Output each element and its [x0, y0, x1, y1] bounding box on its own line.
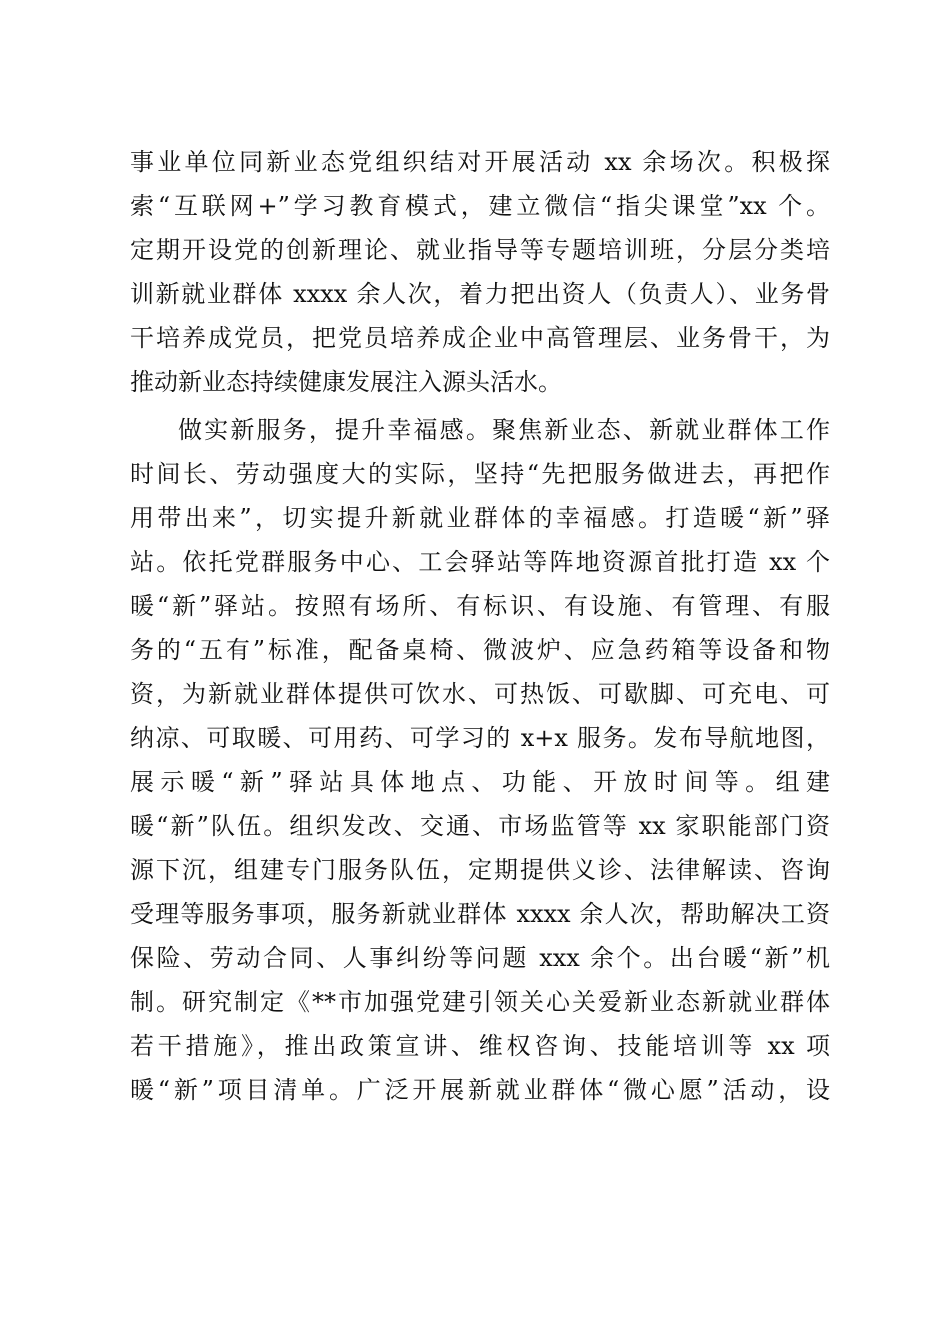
paragraph-line: 做实新服务，提升幸福感。聚焦新业态、新就业群体工作	[178, 416, 830, 444]
paragraph-line: 资，为新就业群体提供可饮水、可热饭、可歇脚、可充电、可	[130, 680, 830, 708]
paragraph-line: 制。研究制定《**市加强党建引领关心关爱新业态新就业群体	[130, 988, 830, 1016]
paragraph-line: 训新就业群体 xxxx 余人次，着力把出资人（负责人）、业务骨	[130, 280, 830, 308]
paragraph-line: 用带出来”，切实提升新就业群体的幸福感。打造暖“新”驿	[130, 504, 830, 532]
paragraph-line: 暖“新”驿站。按照有场所、有标识、有设施、有管理、有服	[130, 592, 830, 620]
paragraph-line: 推动新业态持续健康发展注入源头活水。	[130, 368, 562, 396]
paragraph-line: 时间长、劳动强度大的实际，坚持“先把服务做进去，再把作	[130, 460, 830, 488]
paragraph-line: 纳凉、可取暖、可用药、可学习的 x+x 服务。发布导航地图，	[130, 724, 830, 752]
document-body	[130, 140, 830, 1112]
paragraph-line: 索“互联网+”学习教育模式，建立微信“指尖课堂”xx 个。	[130, 192, 830, 220]
paragraph-line: 源下沉，组建专门服务队伍，定期提供义诊、法律解读、咨询	[130, 856, 830, 884]
paragraph-line: 暖“新”项目清单。广泛开展新就业群体“微心愿”活动，设	[130, 1076, 830, 1104]
paragraph-1	[130, 140, 830, 404]
paragraph-line: 务的“五有”标准，配备桌椅、微波炉、应急药箱等设备和物	[130, 636, 830, 664]
paragraph-2	[130, 408, 830, 1112]
paragraph-line: 干培养成党员，把党员培养成企业中高管理层、业务骨干，为	[130, 324, 830, 352]
paragraph-line: 保险、劳动合同、人事纠纷等问题 xxx 余个。出台暖“新”机	[130, 944, 830, 972]
paragraph-line: 站。依托党群服务中心、工会驿站等阵地资源首批打造 xx 个	[130, 548, 830, 576]
paragraph-line: 定期开设党的创新理论、就业指导等专题培训班，分层分类培	[130, 236, 830, 264]
paragraph-line: 事业单位同新业态党组织结对开展活动 xx 余场次。积极探	[130, 148, 830, 176]
paragraph-line: 展示暖“新”驿站具体地点、功能、开放时间等。组建	[130, 768, 830, 796]
paragraph-line: 暖“新”队伍。组织发改、交通、市场监管等 xx 家职能部门资	[130, 812, 830, 840]
paragraph-line: 若干措施》，推出政策宣讲、维权咨询、技能培训等 xx 项	[130, 1032, 830, 1060]
paragraph-line: 受理等服务事项，服务新就业群体 xxxx 余人次，帮助解决工资	[130, 900, 830, 928]
